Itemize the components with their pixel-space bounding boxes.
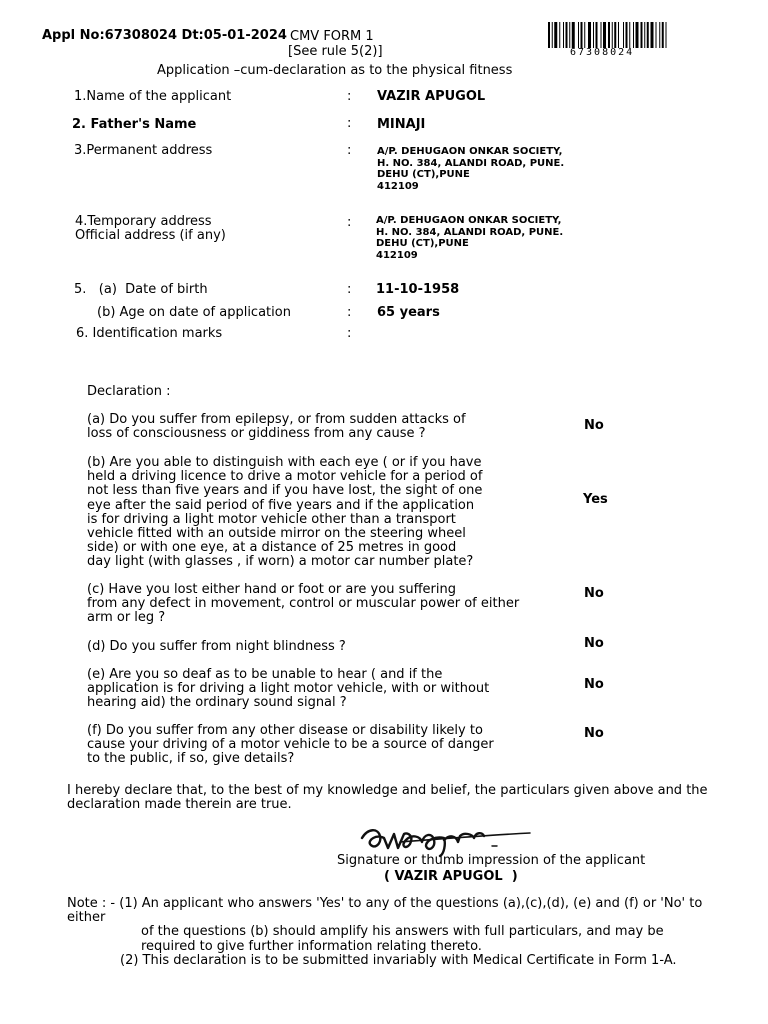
barcode-bar bbox=[578, 22, 579, 48]
barcode-bar bbox=[626, 22, 628, 48]
question-c bbox=[87, 583, 519, 626]
address-line: DEHU (CT),PUNE bbox=[376, 238, 469, 249]
field-value-father-name: MINAJI bbox=[377, 117, 426, 132]
note-line: of the questions (b) should amplify his answers with full particulars, and may be bbox=[141, 924, 664, 940]
barcode-bar bbox=[569, 22, 570, 48]
statement-line: I hereby declare that, to the best of my knowledge and belief, the particulars given above and the bbox=[67, 783, 708, 798]
field-value-permanent-address bbox=[377, 146, 564, 192]
answer-b: Yes bbox=[583, 492, 608, 507]
application-number: Appl No:67308024 Dt:05-01-2024 bbox=[42, 28, 287, 43]
note-line: required to give further information relating thereto. bbox=[141, 938, 482, 954]
barcode-bar bbox=[593, 22, 594, 48]
address-line: A/P. DEHUGAON ONKAR SOCIETY, bbox=[377, 146, 563, 157]
question-line: (a) Do you suffer from epilepsy, or from sudden attacks of bbox=[87, 412, 466, 427]
field-colon: : bbox=[347, 116, 352, 131]
barcode-bar bbox=[662, 22, 664, 48]
field-colon: : bbox=[347, 282, 352, 297]
barcode-bar bbox=[552, 22, 553, 48]
barcode-bar bbox=[603, 22, 606, 48]
declaration-heading: Declaration : bbox=[87, 384, 171, 399]
field-value-temporary-address bbox=[376, 215, 563, 261]
barcode-bar bbox=[548, 22, 550, 48]
question-line: not less than five years and if you have lost, the sight of one bbox=[87, 483, 483, 499]
declaration-statement bbox=[67, 784, 708, 812]
barcode-bar bbox=[647, 22, 649, 48]
barcode-bar bbox=[666, 22, 667, 48]
barcode-bar bbox=[614, 22, 616, 48]
answer-d: No bbox=[584, 636, 604, 651]
question-a bbox=[87, 413, 466, 441]
barcode-bar bbox=[623, 22, 624, 48]
barcode-number: 67308024 bbox=[570, 47, 635, 58]
barcode-bar bbox=[644, 22, 645, 48]
note-line: Note : - (1) An applicant who answers 'Yes' to any of the questions (a),(c),(d), (e) and (f) or 'No' to bbox=[67, 896, 703, 911]
question-line: to the public, if so, give details? bbox=[87, 751, 295, 767]
note-section bbox=[67, 897, 717, 968]
barcode-bar bbox=[608, 22, 610, 48]
barcode-bar bbox=[656, 22, 657, 48]
address-line: 412109 bbox=[377, 180, 419, 192]
question-line: side) or with one eye, at a distance of 25 metres in good bbox=[87, 540, 457, 556]
field-label-date-of-birth: 5. (a) Date of birth bbox=[74, 282, 208, 297]
answer-c: No bbox=[584, 586, 604, 601]
address-line: A/P. DEHUGAON ONKAR SOCIETY, bbox=[376, 215, 562, 226]
field-colon: : bbox=[347, 326, 352, 341]
answer-a: No bbox=[584, 418, 604, 433]
barcode-bar bbox=[559, 22, 560, 48]
question-line: cause your driving of a motor vehicle to be a source of danger bbox=[87, 737, 494, 753]
question-line: from any defect in movement, control or muscular power of either bbox=[87, 596, 520, 612]
form-subtitle: Application –cum-declaration as to the physical fitness bbox=[157, 63, 513, 78]
barcode-bar bbox=[633, 22, 634, 48]
field-label-name: 1.Name of the applicant bbox=[74, 89, 232, 104]
address-line: H. NO. 384, ALANDI ROAD, PUNE. bbox=[377, 157, 565, 169]
barcode-bar bbox=[584, 22, 585, 48]
label-line: 4.Temporary address bbox=[75, 214, 212, 229]
address-line: H. NO. 384, ALANDI ROAD, PUNE. bbox=[376, 226, 564, 238]
question-b bbox=[87, 456, 482, 570]
question-line: loss of consciousness or giddiness from any cause ? bbox=[87, 426, 426, 442]
question-line: (d) Do you suffer from night blindness ? bbox=[87, 639, 346, 654]
question-line: held a driving licence to drive a motor vehicle for a period of bbox=[87, 469, 483, 485]
field-label-age: (b) Age on date of application bbox=[97, 305, 291, 320]
address-line: 412109 bbox=[376, 249, 418, 261]
form-title: CMV FORM 1 bbox=[290, 29, 374, 44]
barcode-bar bbox=[601, 22, 602, 48]
answer-f: No bbox=[584, 726, 604, 741]
signature-caption: Signature or thumb impression of the applicant bbox=[337, 853, 646, 868]
question-line: is for driving a light motor vehicle other than a transport bbox=[87, 511, 456, 527]
barcode-bar bbox=[636, 22, 639, 48]
barcode-bar bbox=[641, 22, 643, 48]
barcode-bar bbox=[596, 22, 598, 48]
question-e bbox=[87, 668, 489, 711]
question-line: (f) Do you suffer from any other disease or disability likely to bbox=[87, 723, 483, 738]
barcode-bar bbox=[629, 22, 630, 48]
question-line: (e) Are you so deaf as to be unable to hear ( and if the bbox=[87, 667, 443, 682]
question-line: (c) Have you lost either hand or foot or are you suffering bbox=[87, 582, 456, 597]
field-colon: : bbox=[347, 305, 352, 320]
field-value-age: 65 years bbox=[377, 305, 440, 320]
field-label-father-name: 2. Father's Name bbox=[72, 117, 197, 132]
question-line: day light (with glasses , if worn) a motor car number plate? bbox=[87, 554, 474, 570]
question-line: (b) Are you able to distinguish with each eye ( or if you have bbox=[87, 455, 482, 470]
address-line: DEHU (CT),PUNE bbox=[377, 169, 470, 180]
field-colon: : bbox=[347, 215, 352, 230]
barcode-bar bbox=[588, 22, 591, 48]
barcode-bar bbox=[651, 22, 654, 48]
answer-e: No bbox=[584, 677, 604, 692]
barcode-bar bbox=[566, 22, 568, 48]
field-value-name: VAZIR APUGOL bbox=[377, 89, 486, 104]
barcode-bar bbox=[572, 22, 575, 48]
label-line: Official address (if any) bbox=[75, 228, 226, 243]
question-d bbox=[87, 640, 346, 654]
barcode-bar bbox=[554, 22, 557, 48]
field-label-permanent-address: 3.Permanent address bbox=[74, 143, 213, 158]
question-line: hearing aid) the ordinary sound signal ? bbox=[87, 695, 347, 711]
field-colon: : bbox=[347, 143, 352, 158]
field-label-temporary-address bbox=[75, 215, 226, 243]
question-line: application is for driving a light motor vehicle, with or without bbox=[87, 681, 490, 697]
rule-reference: [See rule 5(2)] bbox=[288, 44, 383, 59]
note-line: either bbox=[67, 910, 106, 926]
note-line: (2) This declaration is to be submitted invariably with Medical Certificate in Form 1-A. bbox=[120, 952, 677, 968]
barcode-bar bbox=[612, 22, 613, 48]
question-line: eye after the said period of five years and if the application bbox=[87, 497, 475, 513]
field-label-identification-marks: 6. Identification marks bbox=[76, 326, 223, 341]
barcode-bar bbox=[563, 22, 564, 48]
applicant-name-signature: ( VAZIR APUGOL ) bbox=[384, 869, 518, 884]
field-colon: : bbox=[347, 89, 352, 104]
question-line: vehicle fitted with an outside mirror on the steering wheel bbox=[87, 526, 466, 542]
barcode-bar bbox=[581, 22, 583, 48]
barcode-bar bbox=[659, 22, 660, 48]
field-value-date-of-birth: 11-10-1958 bbox=[376, 282, 460, 297]
question-line: arm or leg ? bbox=[87, 610, 166, 626]
barcode-bar bbox=[618, 22, 619, 48]
barcode-image bbox=[548, 22, 710, 48]
question-f bbox=[87, 724, 494, 767]
statement-line: declaration made therein are true. bbox=[67, 797, 292, 813]
